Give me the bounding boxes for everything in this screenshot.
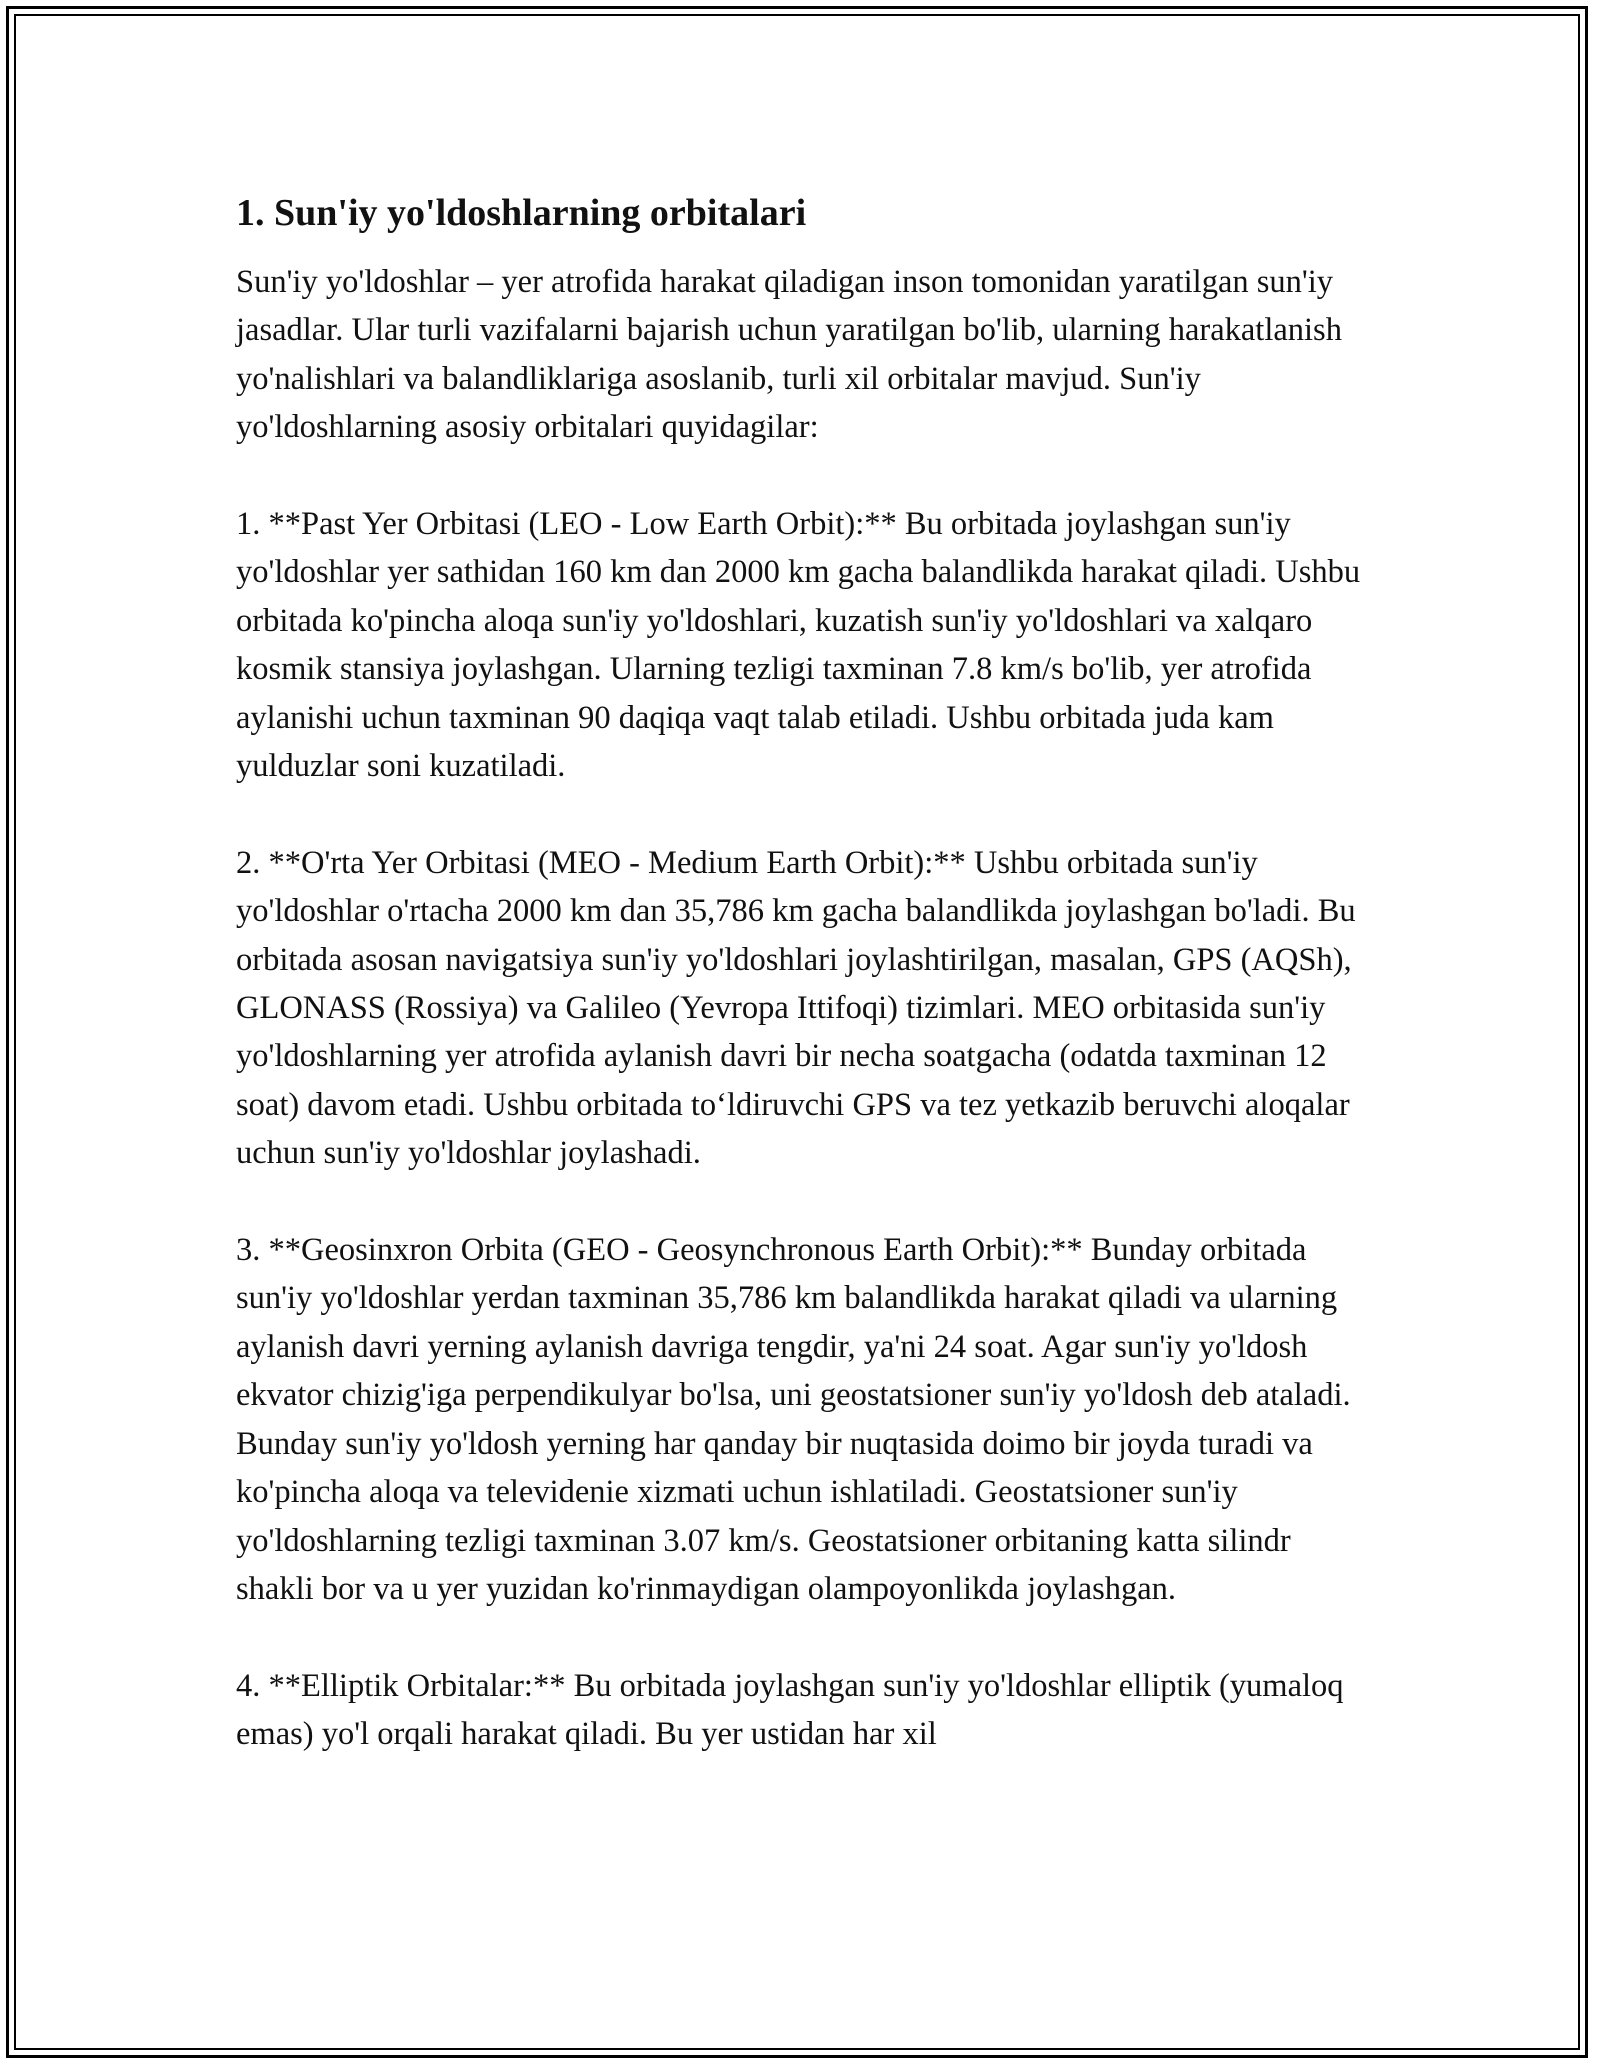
geo-paragraph: 3. **Geosinxron Orbita (GEO - Geosynchronous Earth Orbit):** Bunday orbitada sun'iy yo'ldoshlar yerdan taxminan 35,786 km balandlikda harakat qiladi va ularning aylanish davri yerning aylanish davriga tengdir, ya'ni 24 soat. Agar sun'iy yo'ldosh ekvator chizig'iga perpendikulyar bo'lsa, uni geostatsioner sun'iy yo'ldosh deb ataladi. Bunday sun'iy yo'ldosh yerning har qanday bir nuqtasida doimo bir joyda turadi va ko'pincha aloqa va televidenie xizmati uchun ishlatiladi. Geostatsioner sun'iy yo'ldoshlarning tezligi taxminan 3.07 km/s. Geostatsioner orbitaning katta silindr shakli bor va u yer yuzidan ko'rinmaydigan olampoyonlikda joylashgan. (236, 1232, 1351, 1607)
leo-paragraph: 1. **Past Yer Orbitasi (LEO - Low Earth Orbit):** Bu orbitada joylashgan sun'iy yo'ldoshlar yer sathidan 160 km dan 2000 km gacha balandlikda harakat qiladi. Ushbu orbitada ko'pincha aloqa sun'iy yo'ldoshlari, kuzatish sun'iy yo'ldoshlari va xalqaro kosmik stansiya joylashgan. Ularning tezligi taxminan 7.8 km/s bo'lib, yer atrofida aylanishi uchun taxminan 90 daqiqa vaqt talab etiladi. Ushbu orbitada juda kam yulduzlar soni kuzatiladi. (236, 506, 1361, 785)
intro-paragraph: Sun'iy yo'ldoshlar – yer atrofida harakat qiladigan inson tomonidan yaratilgan sun'iy jasadlar. Ular turli vazifalarni bajarish uchun yaratilgan bo'lib, ularning harakatlanish yo'nalishlari va balandliklariga asoslanib, turli xil orbitalar mavjud. Sun'iy yo'ldoshlarning asosiy orbitalari quyidagilar: (236, 264, 1342, 446)
document-title: 1. Sun'iy yo'ldoshlarning orbitalari (236, 192, 807, 234)
document-body (236, 186, 1376, 1807)
meo-paragraph: 2. **O'rta Yer Orbitasi (MEO - Medium Earth Orbit):** Ushbu orbitada sun'iy yo'ldoshlar o'rtacha 2000 km dan 35,786 km gacha balandlikda joylashgan bo'ladi. Bu orbitada asosan navigatsiya sun'iy yo'ldoshlari joylashtirilgan, masalan, GPS (AQSh), GLONASS (Rossiya) va Galileo (Yevropa Ittifoqi) tizimlari. MEO orbitasida sun'iy yo'ldoshlarning yer atrofida aylanish davri bir necha soatgacha (odatda taxminan 12 soat) davom etadi. Ushbu orbitada to‘ldiruvchi GPS va tez yetkazib beruvchi aloqalar uchun sun'iy yo'ldoshlar joylashadi. (236, 844, 1356, 1172)
elliptic-paragraph: 4. **Elliptik Orbitalar:** Bu orbitada joylashgan sun'iy yo'ldoshlar elliptik (yumaloq emas) yo'l orqali harakat qiladi. Bu yer ustidan har xil (236, 1667, 1344, 1753)
